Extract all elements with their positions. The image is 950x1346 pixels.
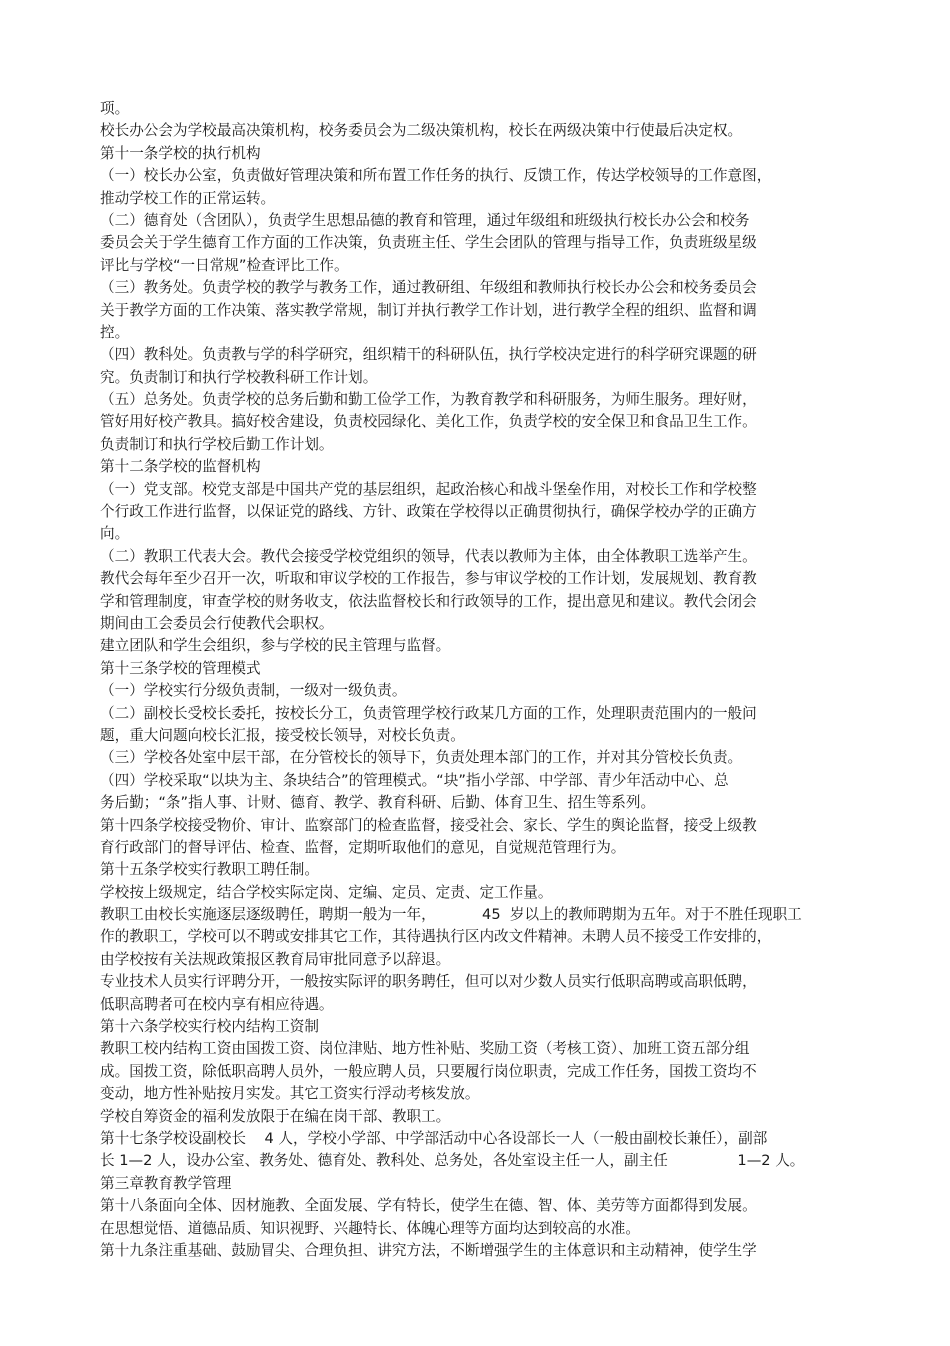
text-line: 题，重大问题向校长汇报，接受校长领导，对校长负责。 [100, 726, 465, 744]
text-line: 关于教学方面的工作决策、落实教学常规，制订并执行教学工作计划，进行教学全程的组织、监督和调 [100, 301, 757, 319]
text-line: 教代会每年至少召开一次，听取和审议学校的工作报告，参与审议学校的工作计划，发展规划、教育教 [100, 570, 757, 588]
text-line: （二）教职工代表大会。教代会接受学校党组织的领导，代表以教师为主体，由全体教职工选举产生。 [100, 547, 757, 565]
text-line: 期间由工会委员会行使教代会职权。 [100, 614, 334, 632]
text-line: 委员会关于学生德育工作方面的工作决策，负责班主任、学生会团队的管理与指导工作，负责班级星级 [100, 234, 757, 252]
text-line: （三）教务处。负责学校的教学与教务工作，通过教研组、年级组和教师执行校长办公会和校务委员会 [100, 279, 757, 297]
text-line: 第十五条学校实行教职工聘任制。 [100, 861, 319, 879]
text-line: 第三章教育教学管理 [100, 1174, 232, 1192]
text-line: 学和管理制度，审查学校的财务收支，依法监督校长和行政领导的工作，提出意见和建议。教代会闭会 [100, 592, 757, 610]
text-line: 第十三条学校的管理模式 [100, 659, 261, 677]
text-line: （四）学校采取“以块为主、条块结合”的管理模式。“块”指小学部、中学部、青少年活动中心、总 [100, 771, 729, 789]
text-line: 究。负责制订和执行学校教科研工作计划。 [100, 368, 378, 386]
text-line: 控。 [100, 323, 130, 341]
text-line: 向。 [100, 525, 130, 543]
text-line: （五）总务处。负责学校的总务后勤和勤工俭学工作，为教育教学和科研服务，为师生服务。理好财， [100, 391, 757, 409]
text-line: （四）教科处。负责教与学的科学研究，组织精干的科研队伍，执行学校决定进行的科学研究课题的研 [100, 346, 757, 364]
text-line: 专业技术人员实行评聘分开，一般按实际评的职务聘任，但可以对少数人员实行低职高聘或高职低聘， [100, 973, 757, 991]
text-line: 学校按上级规定，结合学校实际定岗、定编、定员、定责、定工作量。 [100, 883, 553, 901]
text-line: 第十八条面向全体、因材施教、全面发展、学有特长，使学生在德、智、体、美劳等方面都得到发展。 [100, 1197, 757, 1215]
text-line: 管好用好校产教具。搞好校舍建设，负责校园绿化、美化工作，负责学校的安全保卫和食品卫生工作。 [100, 413, 757, 431]
text-line: 作的教职工，学校可以不聘或安排其它工作，其待遇执行区内改文件精神。未聘人员不接受工作安排的， [100, 928, 772, 946]
text-line: 教职工由校长实施逐层逐级聘任，聘期一般为一年， 45 岁以上的教师聘期为五年。对于不胜任现职工 [100, 906, 802, 924]
text-line: 成。国拨工资，除低职高聘人员外，一般应聘人员，只要履行岗位职责，完成工作任务，国拨工资均不 [100, 1062, 757, 1080]
document-body [100, 98, 840, 1262]
text-line: 第十四条学校接受物价、审计、监察部门的检查监督，接受社会、家长、学生的舆论监督，接受上级教 [100, 816, 757, 834]
text-line: 第十二条学校的监督机构 [100, 458, 261, 476]
text-line: 在思想觉悟、道德品质、知识视野、兴趣特长、体魄心理等方面均达到较高的水准。 [100, 1219, 640, 1237]
text-line: （二）副校长受校长委托，按校长分工，负责管理学校行政某几方面的工作，处理职责范围内的一般问 [100, 704, 757, 722]
text-line: 项。 [100, 100, 130, 117]
text-line: 推动学校工作的正常运转。 [100, 189, 276, 207]
text-line: （一）学校实行分级负责制，一级对一级负责。 [100, 682, 407, 700]
text-line: 建立团队和学生会组织，参与学校的民主管理与监督。 [100, 637, 451, 655]
text-line: 评比与学校“一日常规”检查评比工作。 [100, 256, 349, 274]
text-line: 由学校按有关法规政策报区教育局审批同意予以辞退。 [100, 950, 451, 968]
text-line: （三）学校各处室中层干部，在分管校长的领导下，负责处理本部门的工作，并对其分管校长负责。 [100, 749, 743, 767]
text-line: （一）校长办公室，负责做好管理决策和所布置工作任务的执行、反馈工作，传达学校领导的工作意图， [100, 167, 772, 185]
text-line: 变动，地方性补贴按月实发。其它工资实行浮动考核发放。 [100, 1085, 480, 1103]
text-line: 第十一条学校的执行机构 [100, 144, 261, 162]
text-line: 学校自筹资金的福利发放限于在编在岗干部、教职工。 [100, 1107, 451, 1125]
text-line: 长 1—2 人，设办公室、教务处、德育处、教科处、总务处，各处室设主任一人，副主任 1—2 人。 [100, 1152, 805, 1170]
text-line: （一）党支部。校党支部是中国共产党的基层组织，起政治核心和战斗堡垒作用，对校长工作和学校整 [100, 480, 757, 498]
text-line: 第十七条学校设副校长 4 人，学校小学部、中学部活动中心各设部长一人（一般由副校长兼任），副部 [100, 1129, 768, 1147]
text-line: 低职高聘者可在校内享有相应待遇。 [100, 995, 334, 1013]
text-line: 第十九条注重基础、鼓励冒尖、合理负担、讲究方法，不断增强学生的主体意识和主动精神，使学生学 [100, 1241, 757, 1259]
text-line: 负责制订和执行学校后勤工作计划。 [100, 435, 334, 453]
text-line: 第十六条学校实行校内结构工资制 [100, 1018, 319, 1036]
text-line: 个行政工作进行监督，以保证党的路线、方针、政策在学校得以正确贯彻执行，确保学校办学的正确方 [100, 503, 757, 521]
text-line: 教职工校内结构工资由国拨工资、岗位津贴、地方性补贴、奖励工资（考核工资）、加班工资五部分组 [100, 1040, 750, 1058]
text-line: 务后勤；“条”指人事、计财、德育、教学、教育科研、后勤、体育卫生、招生等系列。 [100, 794, 656, 812]
text-line: 校长办公会为学校最高决策机构，校务委员会为二级决策机构，校长在两级决策中行使最后决定权。 [100, 122, 743, 140]
text-line: （二）德育处（含团队），负责学生思想品德的教育和管理，通过年级组和班级执行校长办公会和校务 [100, 211, 750, 229]
text-line: 育行政部门的督导评估、检查、监督，定期听取他们的意见，自觉规范管理行为。 [100, 838, 626, 856]
